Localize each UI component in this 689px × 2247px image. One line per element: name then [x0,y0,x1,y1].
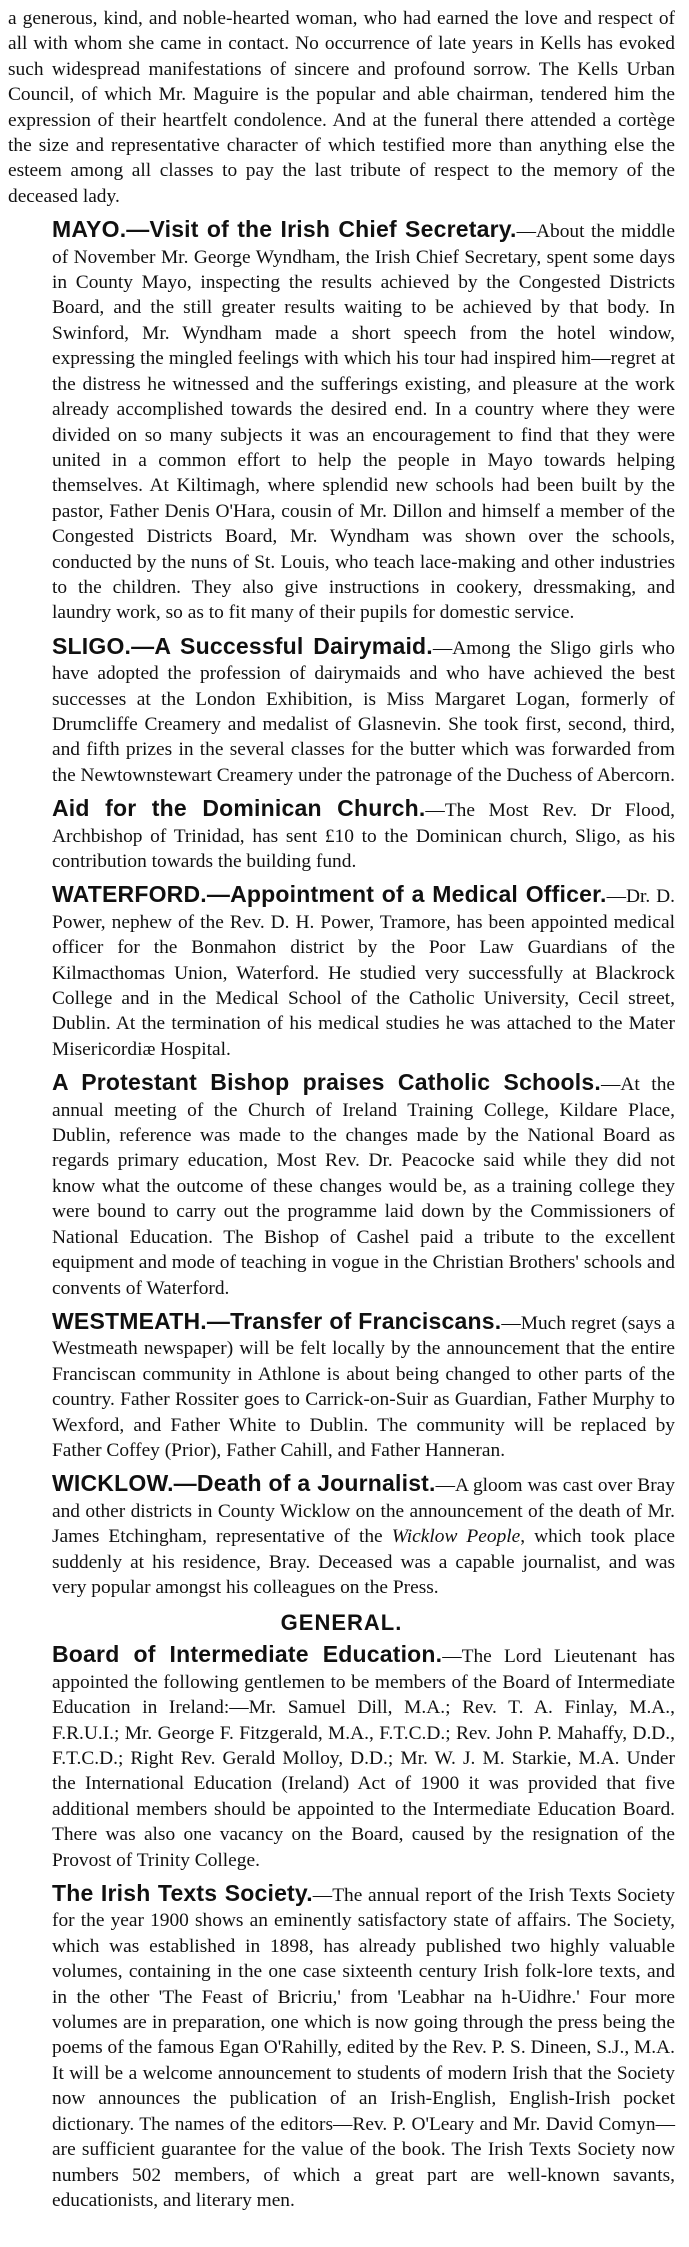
article-heading: MAYO.—Visit of the Irish Chief Secretary. [52,216,517,243]
newspaper-title: Wicklow People [391,1526,521,1548]
article-body: , which took place suddenly at his residence, Bray. Deceased was a capable journalist, and was very popular amongst his colleagues on the Press. [52,1526,675,1598]
article-body: —At the annual meeting of the Church of Ireland Training College, Kildare Place, Dublin, reference was made to the changes made by the National Board as regards primary education, Most Rev. Dr. Peacocke said while they did not know what the outcome of these changes would be, as a training college they were bound to carry out the programme laid down by the Commissioners of National Education. The Bishop of Cashel paid a tribute to the excellent equipment and mode of teaching in vogue in the Christian Brothers' schools and convents of Waterford. [52,1074,675,1299]
article-body: —A gloom was cast over Bray and other districts in County Wicklow on the announcement of the death of Mr. James Etchingham, representative of the [52,1475,675,1548]
article-heading: The Irish Texts Society. [52,1880,313,1907]
article-irish-texts-society [8,1881,675,2213]
article-heading: A Protestant Bishop praises Catholic Schools. [52,1069,601,1096]
article-sligo [8,634,675,788]
continuation-text: a generous, kind, and noble-hearted woman, who had earned the love and respect of all with whom she came in contact. No occurrence of late years in Kells has evoked such widespread manifestations of sincere and profound sorrow. The Kells Urban Council, of which Mr. Maguire is the popular and able chairman, tendered him the expression of their heartfelt condolence. And at the funeral there attended a cortège the size and representative character of which testified more than anything else the esteem among all classes to pay the last tribute of respect to the memory of the deceased lady. [8,8,675,207]
article-heading: SLIGO.—A Successful Dairymaid. [52,632,433,659]
article-mayo [8,217,675,626]
section-title-general: GENERAL. [280,1610,403,1636]
article-body: —The Most Rev. Dr Flood, Archbishop of Trinidad, has sent £10 to the Dominican church, Sligo, as his contribution towards the building fund. [52,800,675,872]
article-heading: WESTMEATH.—Transfer of Franciscans. [52,1307,502,1334]
article-body: —About the middle of November Mr. George Wyndham, the Irish Chief Secretary, spent some days in County Mayo, inspecting the results achieved by the Congested Districts Board, and the still greater results waiting to be achieved by that body. In Swinford, Mr. Wyndham made a short speech from the hotel window, expressing the mingled feelings with which his tour had inspired him—regret at the distress he witnessed and the sufferings existing, and pleasure at the work already accomplished towards the desired end. In a country where they were divided on so many subjects it was an encouragement to find that they were united in a common effort to help the people in Mayo towards helping themselves. At Kiltimagh, where splendid new schools had been built by the pastor, Father Denis O'Hara, cousin of Mr. Dillon and himself a member of the Congested Districts Board, Mr. Wyndham was shown over the schools, conducted by the nuns of St. Louis, who teach lace-making and other industries to the children. They also give instructions in cookery, dressmaking, and laundry work, so as to fit many of their pupils for domestic service. [52,221,675,624]
article-body: —Much regret (says a Westmeath newspaper) will be felt locally by the announcement that the entire Franciscan community in Athlone is about being changed to other parts of the country. Father Rossiter goes to Carrick-on-Suir as Guardian, Father Murphy to Wexford, and Father White to Dublin. The community will be replaced by Father Coffey (Prior), Father Cahill, and Father Hanneran. [52,1312,675,1461]
article-heading: Board of Intermediate Education. [52,1641,443,1668]
continuation-paragraph [8,6,675,209]
article-heading: WATERFORD.—Appointment of a Medical Officer. [52,881,607,908]
article-waterford [8,882,675,1062]
article-westmeath [8,1309,675,1463]
article-heading: Aid for the Dominican Church. [52,795,426,822]
article-body: —Among the Sligo girls who have adopted the profession of dairymaids and who have achieved the best successes at the London Exhibition, is Miss Margaret Logan, formerly of Drumcliffe Creamery and medalist of Glasnevin. She took first, second, third, and fifth prizes in the several classes for the butter which was forwarded from the Newtownstewart Creamery under the patronage of the Duchess of Abercorn. [52,637,675,786]
article-wicklow [8,1471,675,1600]
article-body: —The annual report of the Irish Texts Society for the year 1900 shows an eminently satisfactory state of affairs. The Society, which was established in 1898, has already published two highly valuable volumes, containing in the one case sixteenth century Irish folk-lore texts, and in the other 'The Feast of Bricriu,' from 'Leabhar na h-Uidhre.' Four more volumes are in preparation, one which is now going through the press being the poems of the famous Egan O'Rahilly, edited by the Rev. P. S. Dineen, S.J., M.A. It will be a welcome announcement to students of modern Irish that the Society now announces the publication of an Irish-English, English-Irish pocket dictionary. The names of the editors—Rev. P. O'Leary and Mr. David Comyn—are sufficient guarantee for the value of the book. The Irish Texts Society now numbers 502 members, of which a great part are well-known savants, educationists, and literary men. [52,1885,675,2211]
article-dominican-church [8,796,675,874]
article-heading: WICKLOW.—Death of a Journalist. [52,1470,436,1497]
article-intermediate-education [8,1642,675,1873]
article-body: —The Lord Lieutenant has appointed the following gentlemen to be members of the Board of Intermediate Education in Ireland:—Mr. Samuel Dill, M.A.; Rev. T. A. Finlay, M.A., F.R.U.I.; Mr. George F. Fitzgerald, M.A., F.T.C.D.; Rev. John P. Mahaffy, D.D., F.T.C.D.; Right Rev. Gerald Molloy, D.D.; Mr. W. J. M. Starkie, M.A. Under the International Education (Ireland) Act of 1900 it was provided that five additional members should be appointed to the Intermediate Education Board. There was also one vacancy on the Board, caused by the resignation of the Provost of Trinity College. [52,1646,675,1871]
article-protestant-bishop [8,1070,675,1301]
article-body: —Dr. D. Power, nephew of the Rev. D. H. Power, Tramore, has been appointed medical officer for the Bonmahon district by the Poor Law Guardians of the Kilmacthomas Union, Waterford. He studied very successfully at Blackrock College and in the Medical School of the Catholic University, Cecil street, Dublin. At the termination of his medical studies he was attached to the Mater Misericordiæ Hospital. [52,886,676,1060]
